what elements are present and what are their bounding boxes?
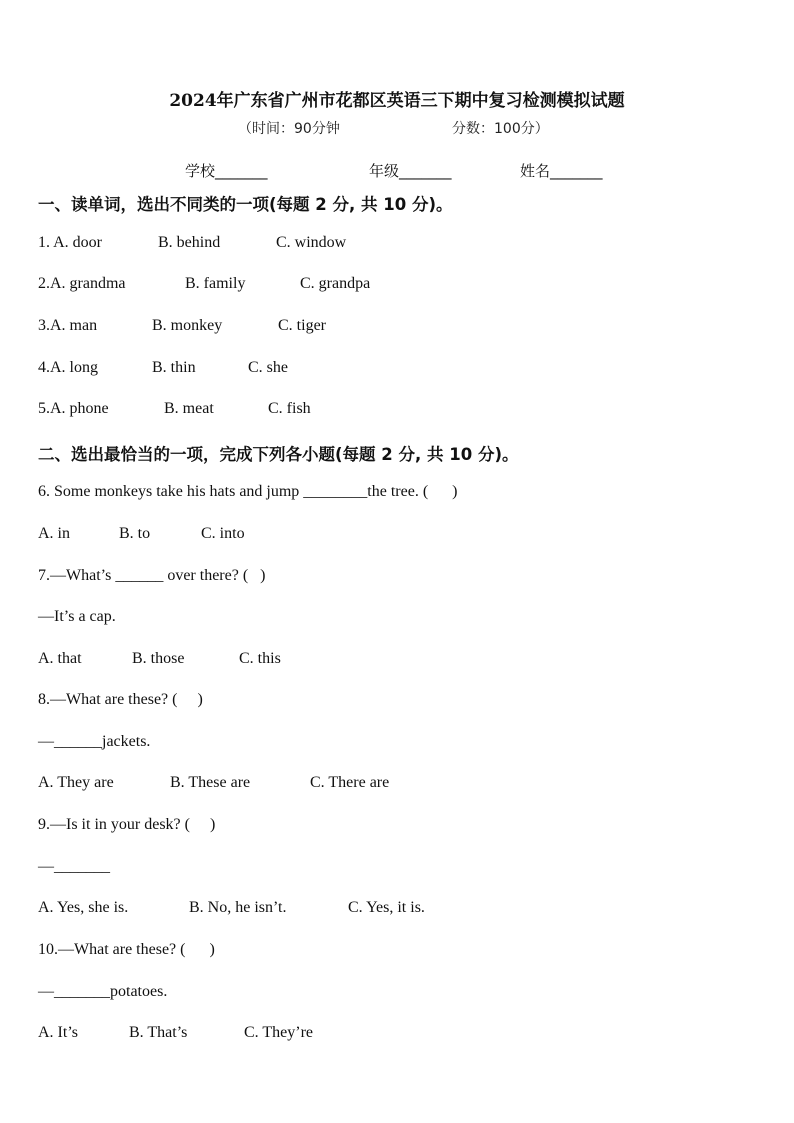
q6-option-c: C. into [201, 525, 245, 542]
q9-option-c: C. Yes, it is. [348, 899, 425, 916]
q8-stem: 8.—What are these? ( ) [38, 691, 203, 708]
q2-option-a: 2.A. grandma [38, 275, 126, 292]
q6-stem: 6. Some monkeys take his hats and jump ________the tree. ( ) [38, 483, 458, 500]
q7-stem: 7.—What’s ______ over there? ( ) [38, 567, 266, 584]
q2-option-c: C. grandpa [300, 275, 371, 292]
q3-option-c: C. tiger [278, 317, 326, 334]
q5-option-c: C. fish [268, 400, 311, 417]
q8-option-b: B. These are [170, 774, 251, 791]
exam-score: 分数：100分） [452, 121, 549, 137]
q1-option-a: 1. A. door [38, 234, 102, 251]
name-field: 姓名_______ [520, 162, 603, 180]
q8-answer: —______jackets. [38, 733, 151, 750]
section1-heading: 一、读单词，选出不同类的一项(每题 2 分, 共 10 分)。 [38, 195, 453, 214]
q7-option-a: A. that [38, 650, 82, 667]
q10-option-a: A. It’s [38, 1024, 78, 1041]
q9-option-b: B. No, he isn’t. [189, 899, 287, 916]
q10-option-c: C. They’re [244, 1024, 314, 1041]
q4-option-c: C. she [248, 359, 288, 376]
q5-option-a: 5.A. phone [38, 400, 109, 417]
q3-option-a: 3.A. man [38, 317, 98, 334]
q4-option-a: 4.A. long [38, 359, 98, 376]
q7-answer: —It’s a cap. [38, 608, 116, 625]
q1-option-b: B. behind [158, 234, 221, 251]
exam-title: 2024年广东省广州市花都区英语三下期中复习检测模拟试题 [169, 91, 625, 111]
section2-heading: 二、选出最恰当的一项，完成下列各小题(每题 2 分, 共 10 分)。 [38, 445, 519, 464]
q7-option-c: C. this [239, 650, 281, 667]
q10-answer: —_______potatoes. [38, 983, 168, 1000]
exam-time: （时间：90分钟 [238, 121, 340, 137]
q8-option-a: A. They are [38, 774, 114, 791]
q1-option-c: C. window [276, 234, 347, 251]
q9-stem: 9.—Is it in your desk? ( ) [38, 816, 216, 833]
school-field: 学校_______ [185, 162, 268, 180]
q10-option-b: B. That’s [129, 1024, 188, 1041]
q3-option-b: B. monkey [152, 317, 223, 334]
q2-option-b: B. family [185, 275, 246, 292]
grade-field: 年级_______ [369, 162, 452, 180]
q6-option-b: B. to [119, 525, 151, 542]
q6-option-a: A. in [38, 525, 70, 542]
q7-option-b: B. those [132, 650, 185, 667]
q9-option-a: A. Yes, she is. [38, 899, 129, 916]
q5-option-b: B. meat [164, 400, 214, 417]
q4-option-b: B. thin [152, 359, 196, 376]
q8-option-c: C. There are [310, 774, 390, 791]
q9-answer: —_______ [38, 858, 110, 875]
q10-stem: 10.—What are these? ( ) [38, 941, 215, 958]
